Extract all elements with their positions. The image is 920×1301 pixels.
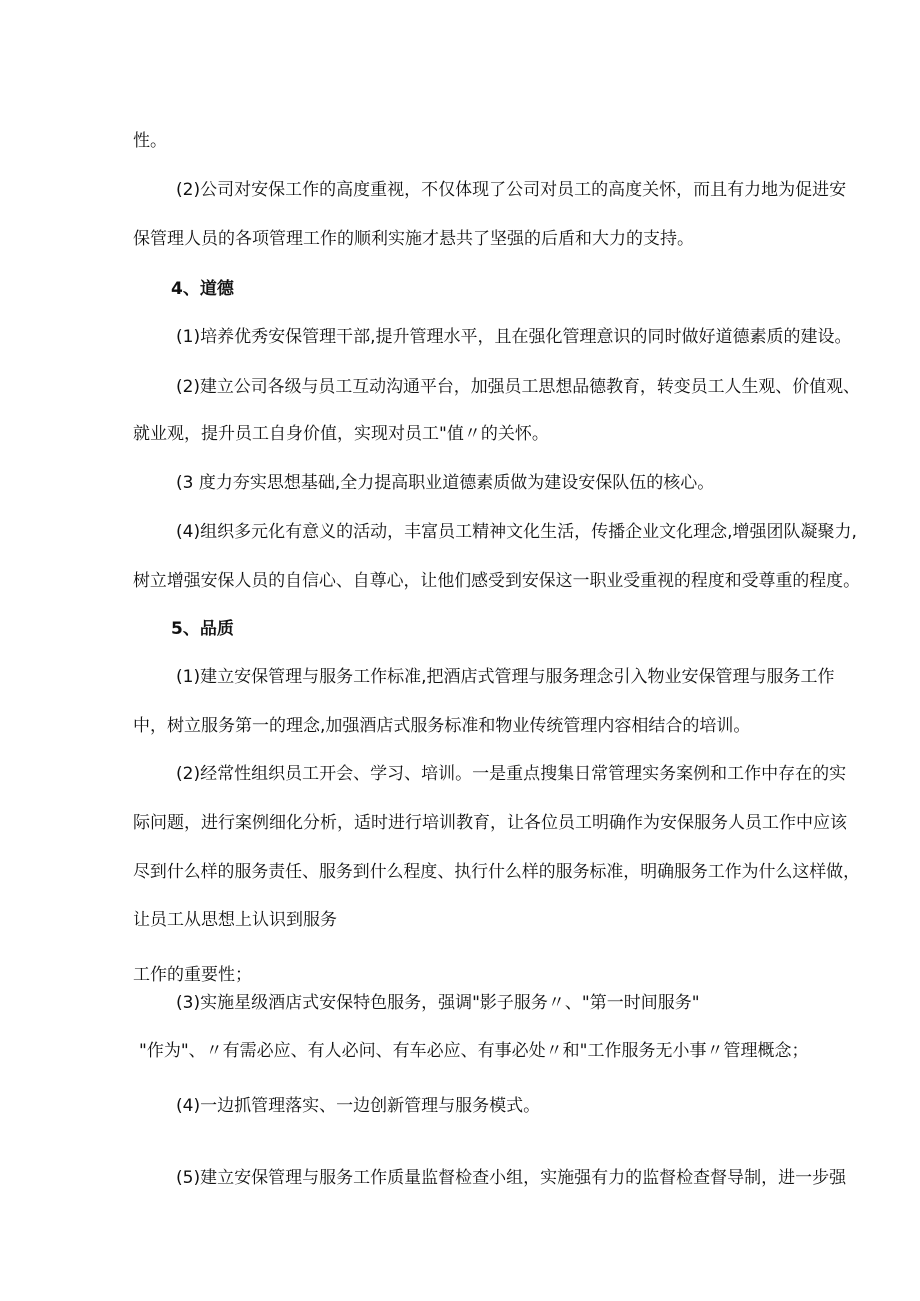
paragraph-line: (5)建立安保管理与服务工作质量监督检查小组，实施强有力的监督检查督导制，进一步强: [176, 1168, 847, 1188]
paragraph-line: (4)一边抓管理落实、一边创新管理与服务模式。: [176, 1096, 541, 1116]
paragraph-line: 就业观，提升员工自身价值，实现对员工"值〃的关怀。: [133, 424, 549, 444]
paragraph-line: (3)实施星级酒店式安保特色服务，强调"影子服务〃、"第一时间服务": [176, 993, 700, 1013]
paragraph-line: 际问题，进行案例细化分析，适时进行培训教育，让各位员工明确作为安保服务人员工作中应该: [133, 813, 847, 833]
paragraph-line: (4)组织多元化有意义的活动，丰富员工精神文化生活，传播企业文化理念,增强团队凝聚力,: [176, 522, 857, 542]
paragraph-line: 让员工从思想上认识到服务: [133, 910, 337, 930]
paragraph-line: (2)建立公司各级与员工互动沟通平台，加强员工思想品德教育，转变员工人生观、价值观、: [176, 376, 860, 396]
paragraph-line: 中，树立服务第一的理念,加强酒店式服务标准和物业传统管理内容相结合的培训。: [133, 716, 751, 736]
paragraph-line: 工作的重要性；: [133, 965, 252, 985]
section-heading-quality: 5、品质: [171, 619, 234, 639]
paragraph-line: (2)经常性组织员工开会、学习、培训。一是重点搜集日常管理实务案例和工作中存在的实: [176, 764, 847, 784]
paragraph-line: 保管理人员的各项管理工作的顺利实施才悬共了坚强的后盾和大力的支持。: [133, 229, 694, 249]
paragraph-line: 树立增强安保人员的自信心、自尊心，让他们感受到安保这一职业受重视的程度和受尊重的程度。: [133, 570, 860, 590]
paragraph-line: "作为"、〃有需必应、有人必问、有车必应、有事必处〃和"工作服务无小事〃管理概念；: [139, 1041, 809, 1061]
section-heading-morality: 4、道德: [171, 279, 234, 299]
text-line: 性。: [133, 131, 167, 151]
paragraph-line: (1)建立安保管理与服务工作标准,把酒店式管理与服务理念引入物业安保管理与服务工作: [176, 667, 835, 687]
paragraph-line: 尽到什么样的服务责任、服务到什么程度、执行什么样的服务标准，明确服务工作为什么这样做，: [133, 861, 860, 881]
paragraph-line: (3 度力夯实思想基础,全力提高职业道德素质做为建设安保队伍的核心。: [176, 473, 715, 493]
paragraph-line: (2)公司对安保工作的高度重视，不仅体现了公司对员工的高度关怀，而且有力地为促进安: [176, 180, 847, 200]
paragraph-line: (1)培养优秀安保管理干部,提升管理水平，且在强化管理意识的同时做好道德素质的建设。: [176, 327, 852, 347]
